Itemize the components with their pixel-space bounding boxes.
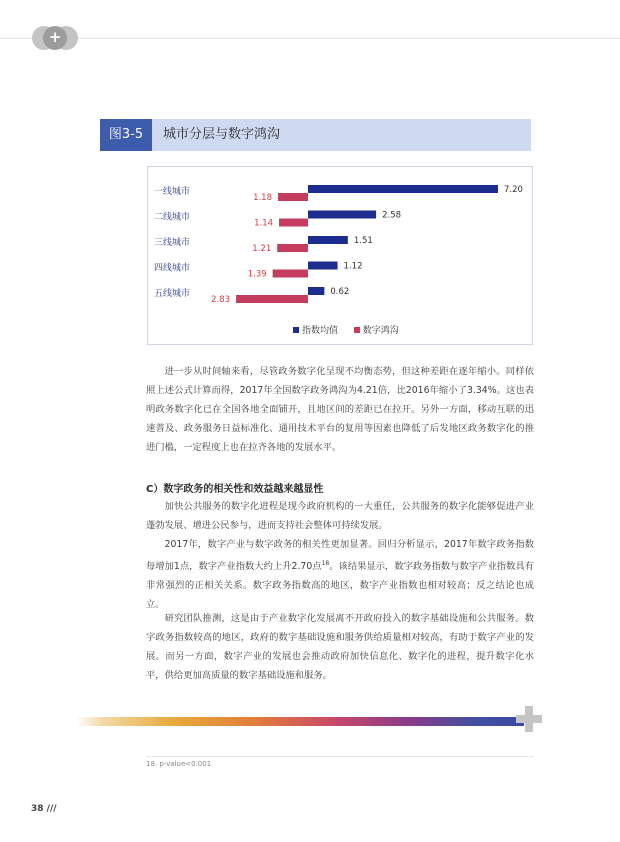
legend-label-gap: 数字鸿沟 xyxy=(362,326,399,336)
footnote-ref: 18 xyxy=(321,560,330,567)
header-rule xyxy=(0,38,620,39)
paragraph-3-text-a: 2017年，数字产业与数字政务的相关性更加显著。回归分析显示，2017年数字政务指数每增加1点，数字产业指数大约上升2.70点 xyxy=(146,539,534,573)
paragraph-1: 进一步从时间轴来看，尽管政务数字化呈现不均衡态势，但这种差距在逐年缩小。同样依照上述公式计算而得，2017年全国数字政务鸿沟为4.21倍，比2016年缩小了3.34%。这也表明政务数字化已在全国各地全面铺开，且地区间的差距已在拉开。另外一方面，移动互联的迅速普及、政务服务日益标准化、通用技术平台的复用等因素也降低了后发地区政务数字化的推进门槛，一定程度上也在拉齐各地的发展水平。 xyxy=(146,366,534,453)
value-label-digital-gap: 2.83 xyxy=(211,295,231,305)
value-label-index-mean: 0.62 xyxy=(330,287,350,297)
bar-index-mean xyxy=(308,262,338,270)
value-label-digital-gap: 1.14 xyxy=(254,218,274,229)
value-label-index-mean: 7.20 xyxy=(504,185,523,195)
paragraph-2: 加快公共服务的数字化进程是现今政府机构的一大重任，公共服务的数字化能够促进产业蓬勃发展、增进公民参与，进而支持社会整体可持续发展。 xyxy=(146,501,534,531)
value-label-digital-gap: 1.39 xyxy=(247,269,267,280)
bar-digital-gap xyxy=(278,193,308,201)
footnote-rule xyxy=(146,756,534,757)
chart-frame xyxy=(147,166,533,345)
category-label: 二线城市 xyxy=(154,212,191,223)
paragraph-4: 研究团队推测，这是由于产业数字化发展离不开政府投入的数字基础设施和公共服务。数字政务指数较高的地区，政府的数字基础设施和服务供给质量相对较高，有助于数字产业的发展。而另一方面，数字产业的发展也会推动政府加快信息化、数字化的进程，提升数字化水平，供给更加高质量的数字基础设施和服务。 xyxy=(146,613,534,681)
bar-digital-gap xyxy=(236,295,308,303)
legend-swatch-gap xyxy=(354,327,360,333)
value-label-digital-gap: 1.21 xyxy=(252,244,272,254)
category-label: 三线城市 xyxy=(154,238,191,248)
bar-index-mean xyxy=(308,287,324,295)
bar-index-mean xyxy=(308,185,498,193)
chart-svg xyxy=(148,167,532,344)
value-label-index-mean: 1.51 xyxy=(353,236,373,246)
value-label-digital-gap: 1.18 xyxy=(253,193,272,203)
paragraph-3 xyxy=(146,535,534,614)
chart-legend xyxy=(293,323,399,336)
category-label: 一线城市 xyxy=(154,187,191,197)
bar-digital-gap xyxy=(273,270,308,278)
bar-index-mean xyxy=(308,211,376,219)
bar-digital-gap xyxy=(277,244,308,252)
figure-number: 图3-5 xyxy=(100,119,152,151)
page-number: 38 /// xyxy=(31,804,57,814)
category-label: 五线城市 xyxy=(154,289,191,299)
footnote: 18. p-value<0.001 xyxy=(146,760,212,768)
value-label-index-mean: 2.58 xyxy=(382,210,402,221)
plus-icon xyxy=(516,706,542,732)
legend-label-index: 指数均值 xyxy=(302,326,339,336)
figure-title: 城市分层与数字鸿沟 xyxy=(163,127,281,142)
value-label-index-mean: 1.12 xyxy=(343,261,363,272)
gradient-band xyxy=(76,717,524,726)
figure-header xyxy=(100,119,531,151)
logo-icon: + xyxy=(32,26,78,50)
legend-swatch-index xyxy=(293,327,299,333)
bar-digital-gap xyxy=(279,219,308,227)
paragraph-3-text-b: 。该结果显示，数字政务指数与数字产业指数具有非常强烈的正相关关系。数字政务指数高的地区，数字产业指数也相对较高；反之结论也成立。 xyxy=(146,561,534,611)
section-heading: C）数字政务的相关性和效益越来越显性 xyxy=(146,484,324,495)
bar-index-mean xyxy=(308,236,348,244)
category-label: 四线城市 xyxy=(154,263,191,274)
